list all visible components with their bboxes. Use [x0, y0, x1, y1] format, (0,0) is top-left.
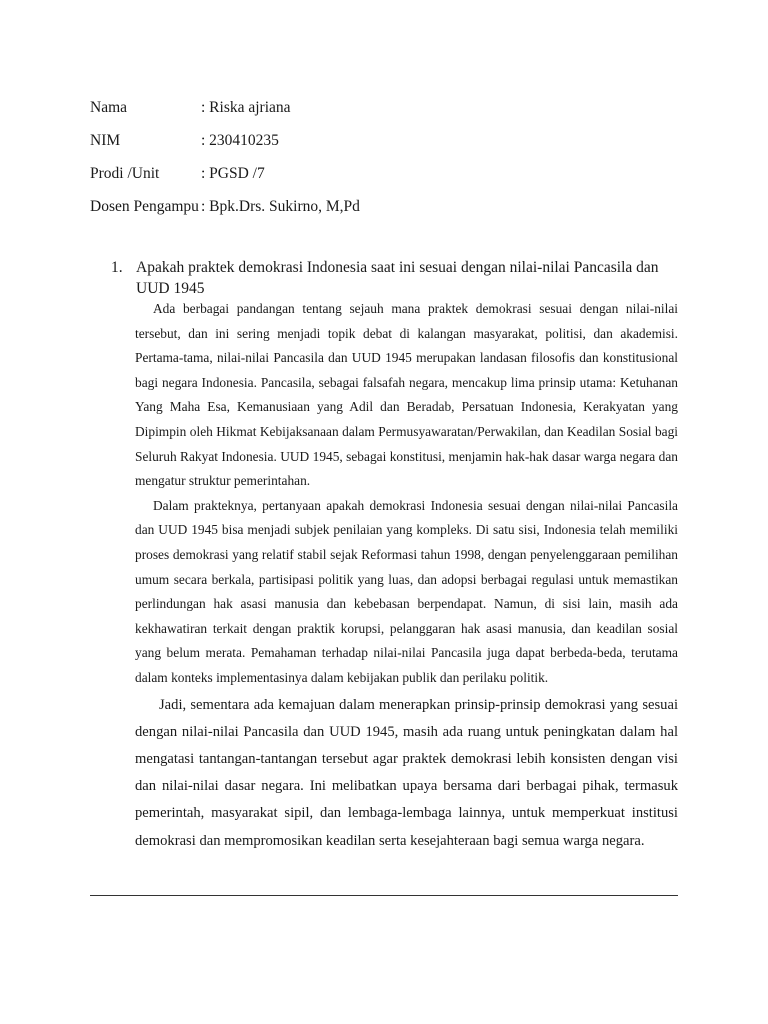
- answer-paragraph-2: Dalam prakteknya, pertanyaan apakah demokrasi Indonesia sesuai dengan nilai-nilai Pancasila dan UUD 1945 bisa menjadi subjek penilaian yang kompleks. Di satu sisi, Indonesia telah memiliki proses demokrasi yang relatif stabil sejak Reformasi tahun 1998, dengan penyelenggaraan pemilihan umum secara berkala, partisipasi politik yang luas, dan adopsi berbagai regulasi untuk memastikan perlindungan hak asasi manusia dan kebebasan berpendapat. Namun, di sisi lain, masih ada kekhawatiran terkait dengan praktik korupsi, pelanggaran hak asasi manusia, dan keadilan sosial yang belum merata. Pemahaman terhadap nilai-nilai Pancasila juga dapat berbeda-beda, terutama dalam konteks implementasinya dalam kebijakan publik dan perilaku politik.: [135, 497, 678, 685]
- name-row: [90, 91, 650, 124]
- question-text: Apakah praktek demokrasi Indonesia saat ini sesuai dengan nilai-nilai Pancasila dan UUD 1945: [136, 259, 659, 297]
- prodi-value: : PGSD /7: [201, 164, 265, 182]
- nim-row: [90, 124, 650, 157]
- prodi-label: Prodi /Unit: [90, 164, 160, 182]
- name-value: : Riska ajriana: [201, 98, 291, 116]
- bottom-divider: [90, 895, 678, 896]
- name-label: Nama: [90, 98, 128, 116]
- prodi-row: [90, 157, 650, 190]
- student-info-header: [90, 91, 650, 223]
- answer-paragraph-3: Jadi, sementara ada kemajuan dalam menerapkan prinsip-prinsip demokrasi yang sesuai dengan nilai-nilai Pancasila dan UUD 1945, masih ada ruang untuk peningkatan dalam hal mengatasi tantangan-tantangan tersebut agar praktek demokrasi lebih konsisten dengan visi dan nilai-nilai dasar negara. Ini melibatkan upaya bersama dari berbagai pihak, termasuk pemerintah, masyarakat sipil, dan lembaga-lembaga lainnya, untuk memperkuat institusi demokrasi dan mempromosikan keadilan serta kesejahteraan bagi semua warga negara.: [135, 696, 678, 849]
- answer-body: [135, 297, 678, 855]
- question-number: 1.: [111, 259, 123, 276]
- answer-paragraph-1: Ada berbagai pandangan tentang sejauh mana praktek demokrasi sesuai dengan nilai-nilai tersebut, dan ini sering menjadi topik debat di kalangan masyarakat, politisi, dan akademisi. Pertama-tama, nilai-nilai Pancasila dan UUD 1945 merupakan landasan filosofis dan konstitusional bagi negara Indonesia. Pancasila, sebagai falsafah negara, mencakup lima prinsip utama: Ketuhanan Yang Maha Esa, Kemanusiaan yang Adil dan Beradab, Persatuan Indonesia, Kerakyatan yang Dipimpin oleh Hikmat Kebijaksanaan dalam Permusyawaratan/Perwakilan, dan Keadilan Sosial bagi Seluruh Rakyat Indonesia. UUD 1945, sebagai konstitusi, menjamin hak-hak dasar warga negara dan mengatur struktur pemerintahan.: [135, 301, 678, 489]
- nim-label: NIM: [90, 131, 121, 149]
- nim-value: : 230410235: [201, 131, 279, 149]
- lecturer-value: : Bpk.Drs. Sukirno, M,Pd: [201, 197, 360, 215]
- question-item: [111, 257, 671, 299]
- lecturer-label: Dosen Pengampu: [90, 197, 199, 215]
- lecturer-row: [90, 190, 650, 223]
